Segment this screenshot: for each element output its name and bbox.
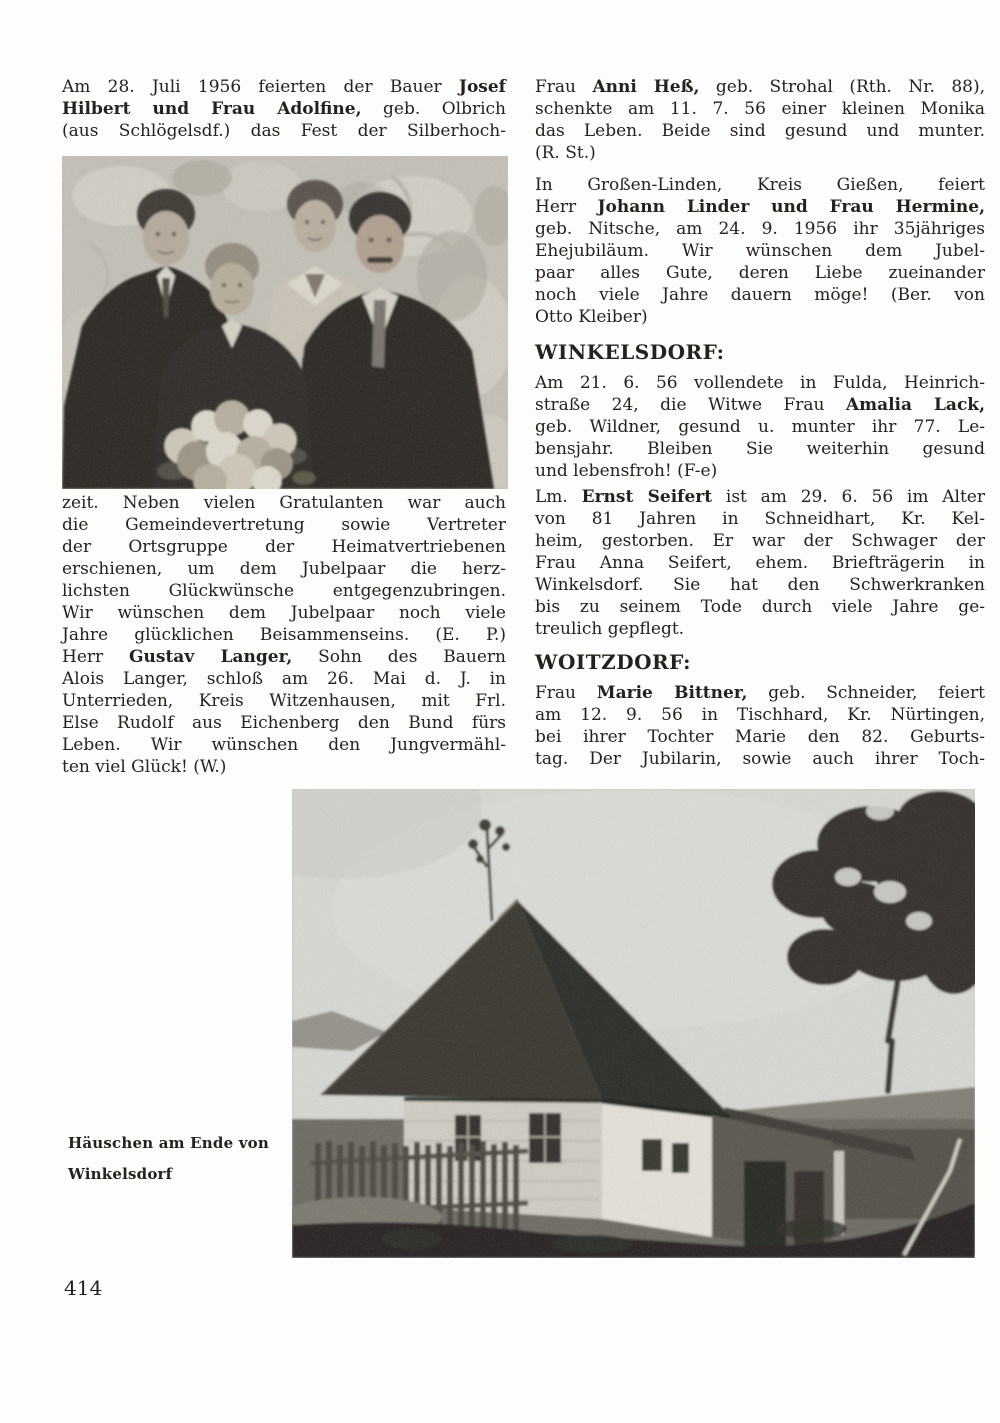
article-ernst-seifert: Lm. Ernst Seifert ist am 29. 6. 56 im Alter von 81 Jahren in Schneidhart, Kr. Kel- heim, gestorben. Er war der Schwager der Frau Anna Seifert, ehem. Briefträgerin in Winkelsdorf. Sie hat den Schwerkranken bis zu seinem Tode durch viele Jahre ge- treulich gepflegt. [535, 487, 985, 639]
section-heading-woitzdorf: WOITZDORF: [535, 650, 691, 674]
house-photo-graphic [292, 789, 975, 1258]
wedding-family-photo [62, 156, 508, 489]
house-photo-caption: Häuschen am Ende von Winkelsdorf [68, 1134, 269, 1183]
wedding-family-photo-graphic [62, 156, 508, 489]
section-heading-winkelsdorf: WINKELSDORF: [535, 340, 725, 364]
article-johann-linder: In Großen-Linden, Kreis Gießen, feiert Herr Johann Linder und Frau Hermine, geb. Nitsche, am 24. 9. 1956 ihr 35jähriges Ehejubiläum. Wir wünschen dem Jubel- paar alles Gute, deren Liebe zueinander noch viele Jahre dauern möge! (Ber. von Otto Kleiber) [535, 175, 985, 327]
page-number: 414 [64, 1276, 103, 1300]
article-amalia-lack: Am 21. 6. 56 vollendete in Fulda, Heinrich- straße 24, die Witwe Frau Amalia Lack, geb. Wildner, gesund u. munter ihr 77. Le- bensjahr. Bleiben Sie weiterhin gesund und lebensfroh! (F-e) [535, 373, 985, 481]
article-silberhochzeit-continued: zeit. Neben vielen Gratulanten war auch die Gemeindevertretung sowie Vertreter der Ortsgruppe der Heimatvertriebenen erschienen, um dem Jubelpaar die herz- lichsten Glückwünsche entgegenzubringen. Wir wünschen dem Jubelpaar noch viele Jahre glücklichen Beisammenseins. (E. P.) Herr Gustav Langer, Sohn des Bauern Alois Langer, schloß am 26. Mai d. J. in Unterrieden, Kreis Witzenhausen, mit Frl. Else Rudolf aus Eichenberg den Bund fürs Leben. Wir wünschen den Jungvermähl- ten viel Glück! (W.) [62, 493, 506, 777]
house-photo [292, 789, 975, 1258]
article-silberhochzeit-intro: Am 28. Juli 1956 feierten der Bauer Josef Hilbert und Frau Adolfine, geb. Olbrich (aus Schlögelsdf.) das Fest der Silberhoch- [62, 77, 506, 141]
article-marie-bittner: Frau Marie Bittner, geb. Schneider, feiert am 12. 9. 56 in Tischhard, Kr. Nürtingen, bei ihrer Tochter Marie den 82. Geburts- tag. Der Jubilarin, sowie auch ihrer Toch- [535, 683, 985, 769]
article-anni-hess: Frau Anni Heß, geb. Strohal (Rth. Nr. 88), schenkte am 11. 7. 56 einer kleinen Monika das Leben. Beide sind gesund und munter. (R. St.) [535, 77, 985, 163]
